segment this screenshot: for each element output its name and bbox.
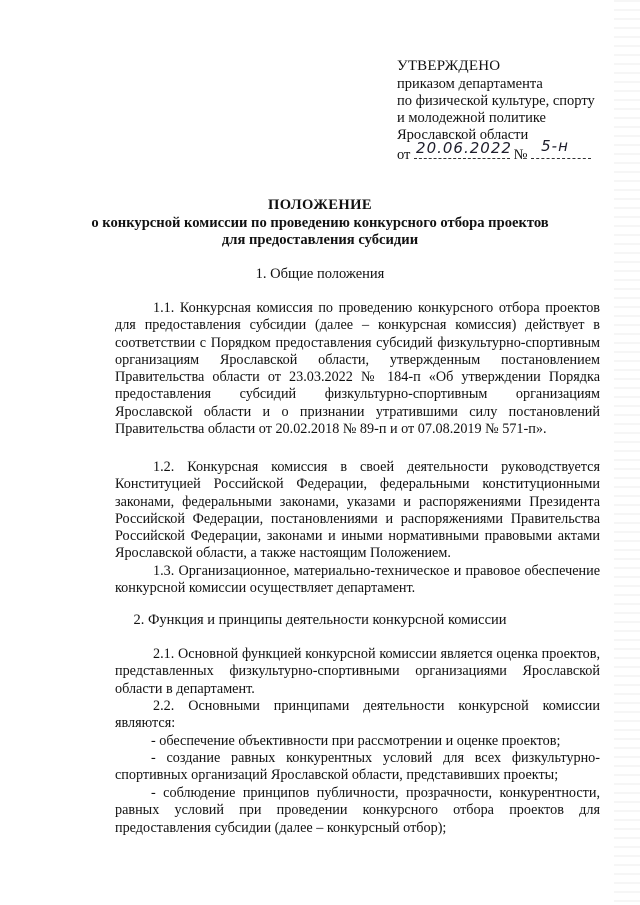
date-field [414,139,512,159]
paragraph: 1.2. Конкурсная комиссия в своей деятельности руководствуется Конституцией Российской Федерации, федеральными конституционными законами, федеральными законами, указами и распоряжениями Президента Российской Федерации, постановлениями и распоряжениями Правительства Российской Федерации, законами и иными нормативными правовыми актами Ярославской области, а также настоящим Положением. [115,459,600,562]
title-line: для предоставления субсидии [221,232,419,248]
handwritten-number: 5-н [541,137,569,155]
approval-heading: УТВЕРЖДЕНО [397,58,501,74]
approval-date-number-row [397,137,617,164]
list-item: - соблюдение принципов публичности, прозрачности, конкурентности, равных условий при проведении конкурсного отбора проектов для предоставления субсидии (далее – конкурсный отбор); [115,785,600,836]
paragraph: 1.1. Конкурсная комиссия по проведению конкурсного отбора проектов для предоставления субсидии (далее – конкурсная комиссия) действует в соответствии с Порядком предоставления субсидий физкультурно-спортивным организациям Ярославской области, утвержденным постановлением Правительства области от 23.03.2022 № 184-п «Об утверждении Порядка предоставления субсидий физкультурно-спортивным организациям Ярославской области и о признании утратившими силу постановлений Правительства области от 20.02.2018 № 89-п и от 07.08.2019 № 571-п». [115,300,600,438]
list-item: - обеспечение объективности при рассмотрении и оценке проектов; [151,733,561,749]
list-item: - создание равных конкурентных условий для всех физкультурно-спортивных организаций Ярославской области, представивших проекты; [115,750,600,784]
paragraph: 2.1. Основной функцией конкурсной комиссии является оценка проектов, представленных физкультурно-спортивными организациями Ярославской области в департамент. [115,646,600,697]
document-title [80,197,560,250]
section-heading: 2. Функция и принципы деятельности конкурсной комиссии [133,612,507,628]
approval-stamp-block [397,58,617,164]
title-line: о конкурсной комиссии по проведению конкурсного отбора проектов [91,214,549,231]
title-line: ПОЛОЖЕНИЕ [267,197,373,213]
section-heading: 1. Общие положения [255,266,385,282]
handwritten-date: 20.06.2022 [416,139,512,157]
paragraph: 1.3. Организационное, материально-техническое и правовое обеспечение конкурсной комиссии осуществляет департамент. [115,563,600,597]
approval-line: Ярославской области [397,127,529,143]
number-prefix: № [513,147,528,163]
number-field [531,137,591,159]
approval-line: по физической культуре, спорту [397,93,595,109]
approval-line: и молодежной политике [397,110,546,126]
scan-edge-noise [614,0,640,905]
approval-line: приказом департамента [397,76,543,92]
date-prefix: от [397,147,411,163]
paragraph: 2.2. Основными принципами деятельности конкурсной комиссии являются: [115,698,600,732]
